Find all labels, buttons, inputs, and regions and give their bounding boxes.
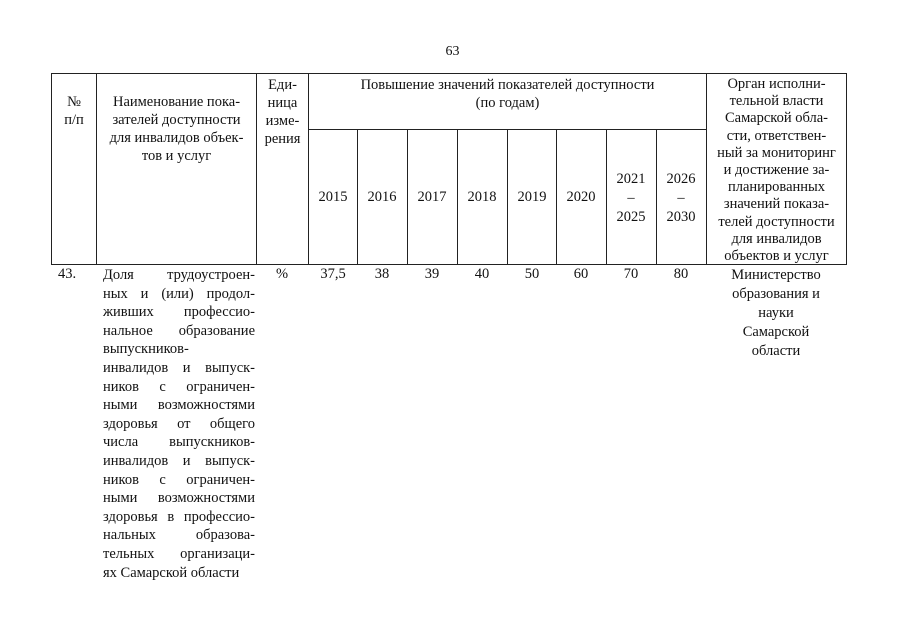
header-unit: Еди- ница изме- рения [264, 77, 301, 147]
page-number: 63 [445, 44, 460, 59]
year-2026-2030: 2026 – 2030 [666, 171, 696, 225]
header-num: № п/п [64, 94, 84, 128]
year-2017: 2017 [417, 189, 447, 205]
value-2021-2025: 70 [623, 266, 639, 282]
value-2015: 37,5 [320, 266, 346, 282]
row-number: 43. [58, 266, 77, 282]
table-top-border [51, 73, 847, 74]
responsible-organ: Министерство образования и науки Самарской области [731, 267, 821, 359]
year-2015: 2015 [318, 189, 348, 205]
value-2019: 50 [524, 266, 540, 282]
indicator-description: Доля трудоустроен- ных и (или) продол- живших профессио- нальное образование выпускников- инвалидов и выпуск- ников с ограничен- ными возможностями здоровья от общего числа выпускников- инвалидов и выпуск- ников с ограничен- ными возможностями здоровья в профессио- нальных образова- тельных организаци- ях Самарской области [103, 267, 255, 581]
year-2018: 2018 [467, 189, 497, 205]
value-2026-2030: 80 [673, 266, 689, 282]
value-2018: 40 [474, 266, 490, 282]
unit-value: % [275, 266, 289, 282]
header-name: Наименование пока- зателей доступности для инвалидов объек- тов и услуг [109, 94, 244, 164]
year-2021-2025: 2021 – 2025 [616, 171, 646, 225]
value-2020: 60 [573, 266, 589, 282]
value-2017: 39 [424, 266, 440, 282]
col-divider-num [96, 73, 97, 265]
header-increase: Повышение значений показателей доступности (по годам) [360, 77, 655, 111]
header-organ: Орган исполни- тельной власти Самарской обла- сти, ответствен- ный за мониторинг и достижение за- планированных значений показа- телей доступности для инвалидов объектов и услуг [717, 76, 836, 265]
value-2016: 38 [374, 266, 390, 282]
year-2016: 2016 [367, 189, 397, 205]
table-right-border [846, 73, 847, 265]
year-2019: 2019 [517, 189, 547, 205]
year-2020: 2020 [566, 189, 596, 205]
